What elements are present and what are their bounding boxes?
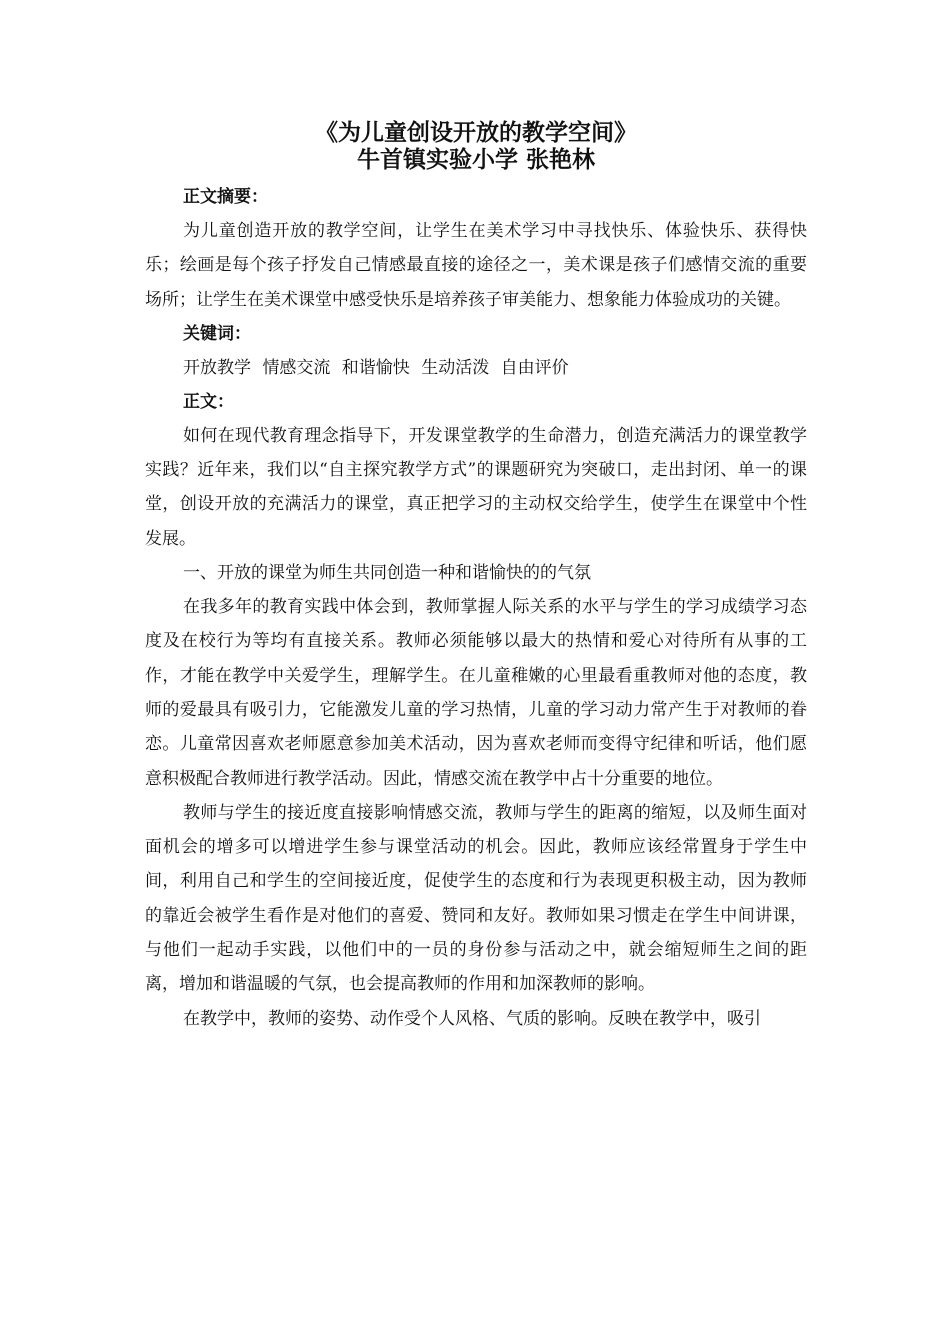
document-author: 牛首镇实验小学 张艳林 [356,147,595,173]
body-paragraph-3: 在教学中，教师的姿势、动作受个人风格、气质的影响。反映在教学中，吸引 [183,1008,761,1029]
abstract-label: 正文摘要： [183,187,268,207]
document-title: 《为儿童创设开放的教学空间》 [315,120,637,146]
body-label: 正文： [183,391,234,412]
intro-paragraph: 如何在现代教育理念指导下，开发课堂教学的生命潜力，创造充满活力的课堂教学实践？近年来，我们以“自主探究教学方式”的课题研究为突破口，走出封闭、单一的课堂，创设开放的充满活力的课堂，真正把学习的主动权交给学生，使学生在课堂中个性发展。 [145,425,807,549]
section-heading: 一、开放的课堂为师生共同创造一种和谐愉快的的气氛 [183,563,591,584]
keywords-label: 关键词： [183,323,251,344]
abstract-text: 为儿童创造开放的教学空间，让学生在美术学习中寻找快乐、体验快乐、获得快乐；绘画是每个孩子抒发自己情感最直接的途径之一，美术课是孩子们感情交流的重要场所；让学生在美术课堂中感受快乐是培养孩子审美能力、想象能力体验成功的关键。 [145,221,807,310]
keywords-text: 开放教学 情感交流 和谐愉快 生动活泼 自由评价 [183,357,569,378]
body-paragraph-2: 教师与学生的接近度直接影响情感交流，教师与学生的距离的缩短，以及师生面对面机会的增多可以增进学生参与课堂活动的机会。因此，教师应该经常置身于学生中间，利用自己和学生的空间接近度，促使学生的态度和行为表现更积极主动，因为教师的靠近会被学生看作是对他们的喜爱、赞同和友好。教师如果习惯走在学生中间讲课，与他们一起动手实践，以他们中的一员的身份参与活动之中，就会缩短师生之间的距离，增加和谐温暖的气氛，也会提高教师的作用和加深教师的影响。 [145,802,807,995]
document-page [145,120,807,1036]
body-paragraph-1: 在我多年的教育实践中体会到，教师掌握人际关系的水平与学生的学习成绩学习态度及在校行为等均有直接关系。教师必须能够以最大的热情和爱心对待所有从事的工作，才能在教学中关爱学生，理解学生。在儿童稚嫩的心里最看重教师对他的态度，教师的爱最具有吸引力，它能激发儿童的学习热情，儿童的学习动力常产生于对教师的眷恋。儿童常因喜欢老师愿意参加美术活动，因为喜欢老师而变得守纪律和听话，他们愿意积极配合教师进行教学活动。因此，情感交流在教学中占十分重要的地位。 [145,597,807,789]
